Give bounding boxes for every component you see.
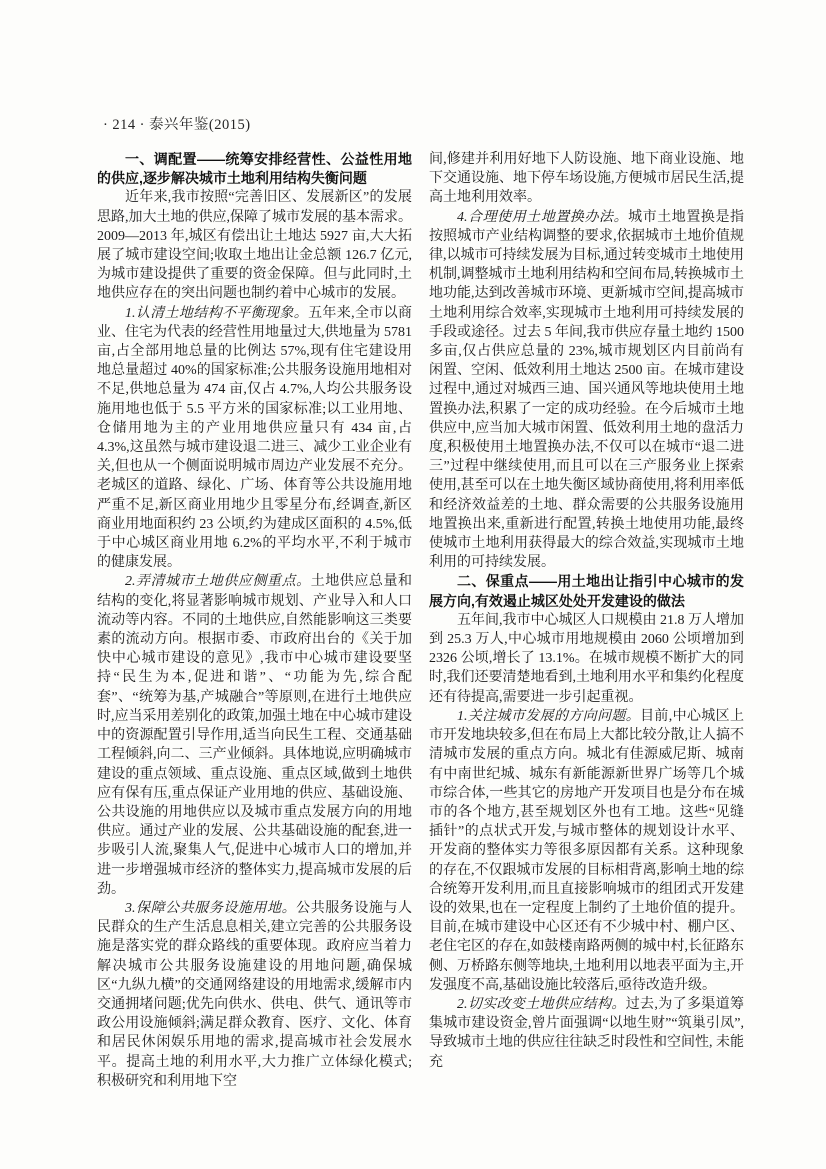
right-column	[429, 150, 744, 1091]
item-lead: 2.弄清城市土地供应侧重点。	[125, 574, 311, 590]
paragraph-intro-1: 近年来,我市按照“完善旧区、发展新区”的发展思路,加大土地的供应,保障了城市发展的基本需求。2009—2013 年,城区有偿出让土地达 5927 亩,大大拓展了城市建设空间;收取土地出让金总额 126.7 亿元,为城市建设提供了重要的资金保障。但与此同时,土地供应存在的突出问题也制约着中心城市的发展。	[97, 190, 412, 302]
item-body: 五年来,全市以商业、住宅为代表的经营性用地量过大,供地量为 5781 亩,占全部用地总量的比例达 57%,现有住宅建设用地总量超过 40%的国家标准;公共服务设施用地相对不足,供地总量为 474 亩,仅占 4.7%,人均公共服务设施用地也低于 5.5 平方米的国家标准;以工业用地、仓储用地为主的产业用地供应量只有 434 亩,占 4.3%,这虽然与城市建设退二进三、减少工业企业有关,但也从一个侧面说明城市周边产业发展不充分。老城区的道路、绿化、广场、体育等公共设施用地严重不足,新区商业用地少且零星分布,经调查,新区商业用地面积约 23 公顷,约为建成区面积的 4.5%,低于中心城区商业用地 6.2%的平均水平,不利于城市的健康发展。	[97, 305, 413, 571]
numbered-item-2	[429, 995, 744, 1072]
item-lead: 3.保障公共服务设施用地。	[125, 900, 297, 916]
item-lead: 2.切实改变土地供应结构。	[457, 996, 626, 1012]
text-columns	[97, 150, 745, 1091]
item-body: 目前,中心城区上市开发地块较多,但在布局上大都比较分散,让人搞不清城市发展的重点方向。城北有佳源威尼斯、城南有中南世纪城、城东有新能源新世界广场等几个城市综合体,一些其它的房地产开发项目也是分布在城市的各个地方,甚至规划区外也有工地。这些“见缝插针”的点状式开发,与城市整体的规划设计水平、开发商的整体实力等很多原因都有关系。这种现象的存在,不仅跟城市发展的目标相背离,影响土地的综合统筹开发利用,而且直接影响城市的组团式开发建设的效果,也在一定程度上制约了土地价值的提升。目前,在城市建设中心区还有不少城中村、棚户区、老住宅区的存在,如鼓楼南路两侧的城中村,长征路东侧、万桥路东侧等地块,土地利用以地表平面为主,开发强度不高,基础设施比较落后,亟待改造升级。	[429, 708, 745, 993]
section-heading-2: 二、保重点——用土地出让指引中心城市的发展方向,有效遏止城区处处开发建设的做法	[429, 573, 744, 609]
paragraph-intro-2: 五年间,我市中心城区人口规模由 21.8 万人增加到 25.3 万人,中心城市用地规模由 2060 公顷增加到 2326 公顷,增长了 13.1%。在城市规模不断扩大的同时,我们还要清楚地看到,土地利用水平和集约化程度还有待提高,需要进一步引起重视。	[429, 612, 744, 705]
left-column	[97, 150, 412, 1091]
section-heading-1: 一、调配置——统筹安排经营性、公益性用地的供应,逐步解决城市土地利用结构失衡问题	[97, 151, 412, 187]
item-lead: 4.合理使用土地置换办法。	[457, 209, 629, 225]
numbered-item-1	[429, 707, 744, 995]
numbered-item-3	[97, 899, 412, 1091]
item-body: 过去,为了多渠道筹集城市建设资金,曾片面强调“以地生财”“筑巢引凤”,导致城市土地的供应往往缺乏时段性和空间性, 未能充	[429, 996, 745, 1070]
numbered-item-4	[429, 208, 744, 573]
numbered-item-1	[97, 304, 412, 573]
book-title: 泰兴年鉴(2015)	[148, 117, 251, 133]
item-body: 城市土地置换是指按照城市产业结构调整的要求,依据城市土地价值规律,以城市可持续发展为目标,通过转变城市土地使用机制,调整城市土地利用结构和空间布局,转换城市土地功能,达到改善城市环境、更新城市空间,提高城市土地利用综合效率,实现城市土地利用可持续发展的手段或途径。过去 5 年间,我市供应存量土地约 1500 多亩,仅占供应总量的 23%,城市规划区内目前尚有闲置、空闲、低效利用土地达 2500 亩。在城市建设过程中,通过对城西三迪、国兴通风等地块使用土地置换办法,积累了一定的成功经验。在今后城市土地供应中,应当加大城市闲置、低效利用土地的盘活力度,积极使用土地置换办法,不仅可以在城市“退二进三”过程中继续使用,而且可以在三产服务业上探索使用,甚至可以在土地失衡区域协商使用,将利用率低和经济效益差的土地、群众需要的公共服务设施用地置换出来,重新进行配置,转换土地使用功能,最终使城市土地利用获得最大的综合效益,实现城市土地利用的可持续发展。	[429, 209, 745, 571]
header-dot-icon: ·	[103, 117, 109, 133]
header-dot-icon: ·	[139, 117, 145, 133]
item-body: 土地供应总量和结构的变化,将显著影响城市规划、产业导入和人口流动等内容。不同的土地供应,自然能影响这三类要素的流动方向。根据市委、市政府出台的《关于加快中心城市建设的意见》,我市中心城市建设要坚持“民生为本,促进和谐”、“功能为先,综合配套”、“统筹为基,产城融合”等原则,在进行土地供应时,应当采用差别化的政策,加强土地在中心城市建设中的资源配置引导作用,适当向民生工程、交通基础工程倾斜,向二、三产业倾斜。具体地说,应明确城市建设的重点领域、重点设施、重点区域,做到土地供应有保有压,重点保证产业用地的供应、基础设施、公共设施的用地供应以及城市重点发展方向的用地供应。通过产业的发展、公共基础设施的配套,进一步吸引人流,聚集人气,促进中心城市人口的增加,并进一步增强城市经济的整体实力,提高城市发展的后劲。	[97, 574, 413, 897]
page-number: 214	[112, 117, 136, 133]
running-header	[99, 113, 251, 134]
item-lead: 1.关注城市发展的方向问题。	[457, 708, 641, 724]
item-lead: 1.认清土地结构不平衡现象。	[125, 305, 309, 321]
numbered-item-2	[97, 572, 412, 898]
item-body: 公共服务设施与人民群众的生产生活息息相关,建立完善的公共服务设施是落实党的群众路线的重要体现。政府应当着力解决城市公共服务设施建设的用地问题,确保城区“九纵九横”的交通网络建设的用地需求,缓解市内交通拥堵问题;优先向供水、供电、供气、通讯等市政公用设施倾斜;满足群众教育、医疗、文化、体育和居民休闲娱乐用地的需求,提高城市社会发展水平。提高土地的利用水平,大力推广立体绿化模式;积极研究和利用地下空	[97, 900, 413, 1089]
paragraph-continuation: 间,修建并利用好地下人防设施、地下商业设施、地下交通设施、地下停车场设施,方便城市居民生活,提高土地利用效率。	[429, 152, 744, 206]
